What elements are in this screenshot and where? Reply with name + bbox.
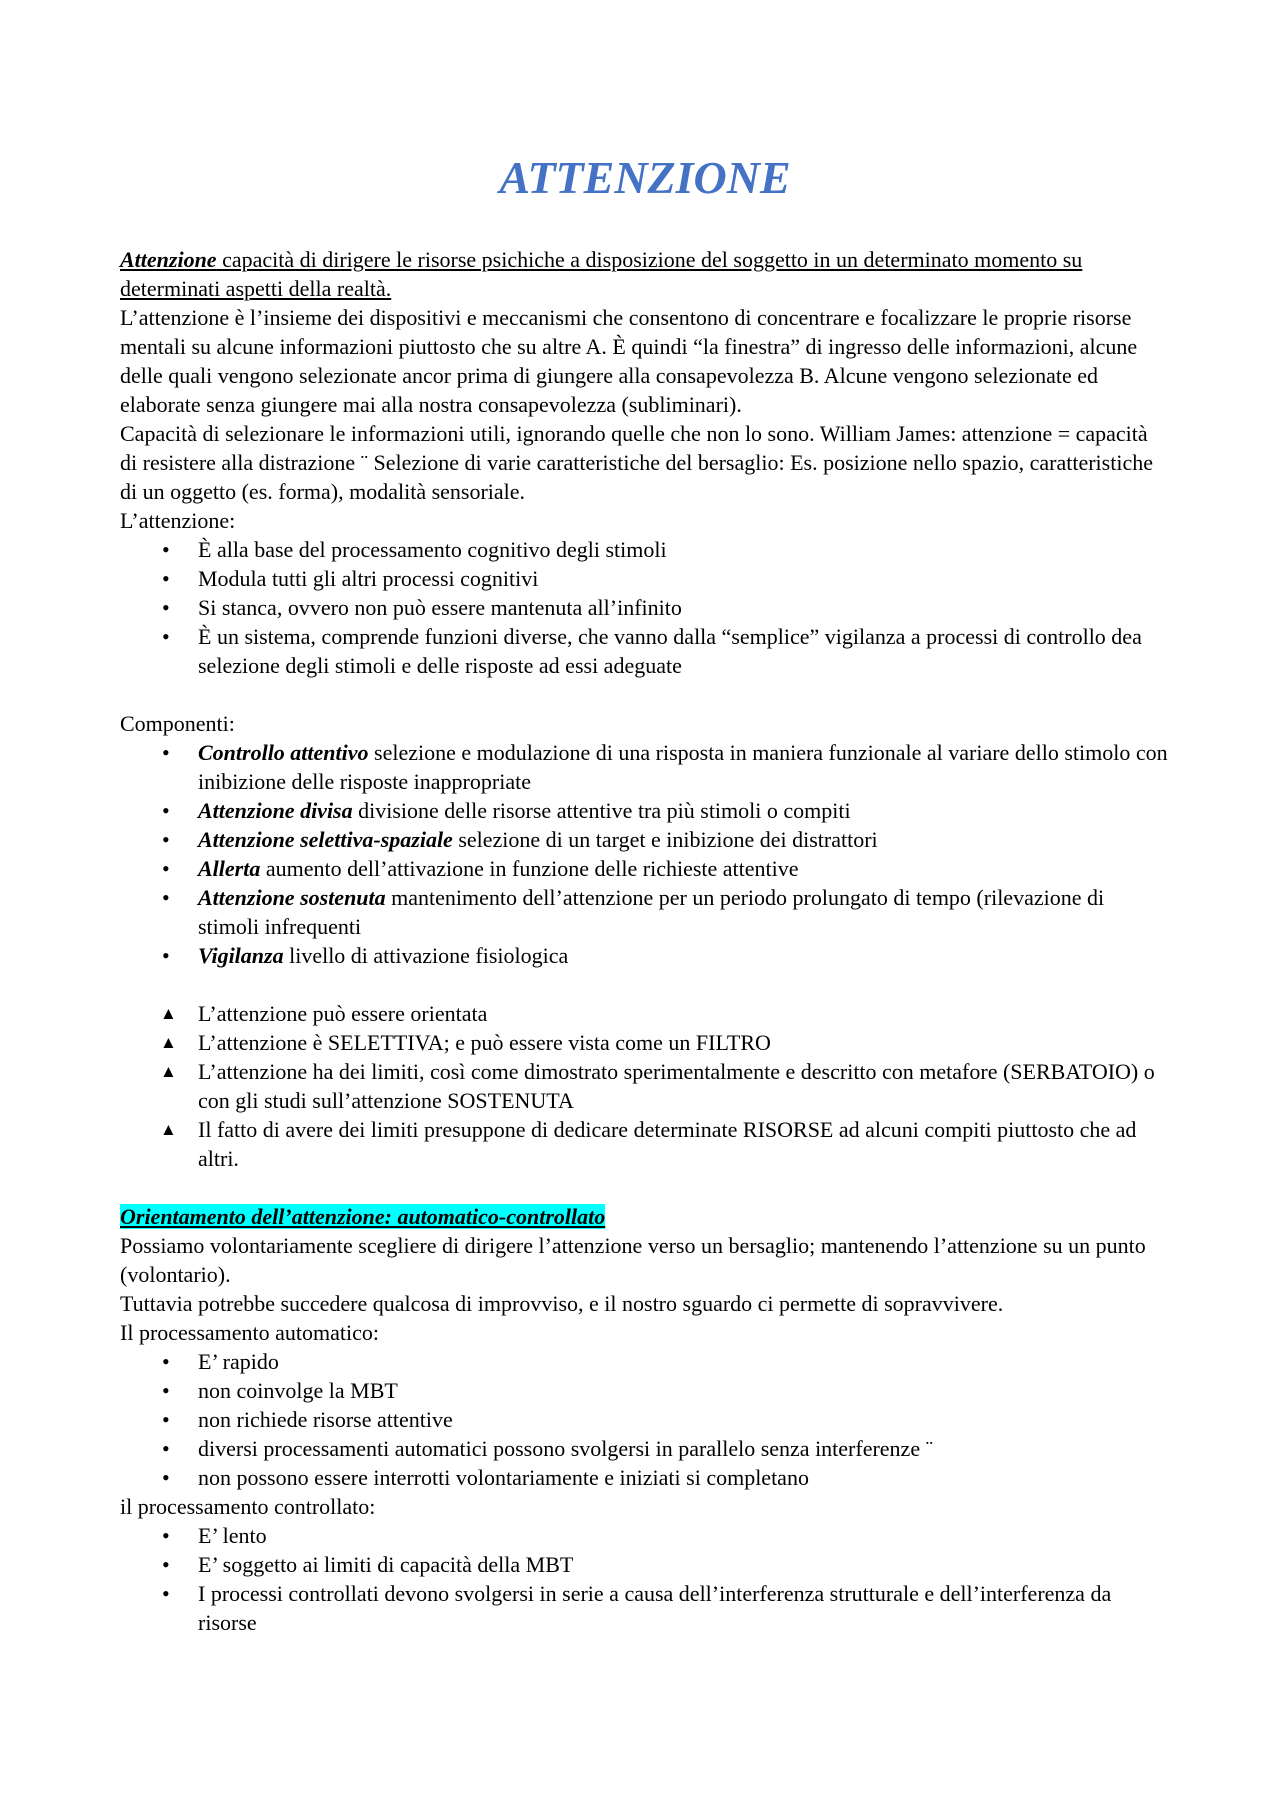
selection-paragraph: Capacità di selezionare le informazioni utili, ignorando quelle che non lo sono. William James: attenzione = capacità di resistere alla distrazione ¨ Selezione di varie caratteristiche del bersaglio: Es. posizione nello spazio, caratteristiche di un oggetto (es. forma), modalità sensoriale. <box>120 421 1153 504</box>
orientation-heading-line <box>120 1202 1170 1231</box>
spacer <box>120 680 1170 709</box>
component-text: livello di attivazione fisiologica <box>283 943 569 968</box>
attention-list <box>120 535 1170 680</box>
component-text: divisione delle risorse attentive tra più stimoli o compiti <box>352 798 851 823</box>
component-item <box>120 854 1170 883</box>
component-term: Attenzione divisa <box>198 798 353 823</box>
list-item: • E’ soggetto ai limiti di capacità della MBT <box>120 1550 1170 1579</box>
definition-paragraph <box>120 245 1170 303</box>
list-item: • Si stanca, ovvero non può essere mantenuta all’infinito <box>120 593 1170 622</box>
intro-paragraph: L’attenzione è l’insieme dei dispositivi e meccanismi che consentono di concentrare e focalizzare le proprie risorse mentali su alcune informazioni piuttosto che su altre A. È quindi “la finestra” di ingresso delle informazioni, alcune delle quali vengono selezionate ancor prima di giungere alla consapevolezza B. Alcune vengono selezionate ed elaborate senza giungere mai alla nostra consapevolezza (subliminari). <box>120 305 1138 417</box>
attention-label: L’attenzione: <box>120 508 236 533</box>
component-term: Attenzione selettiva-spaziale <box>198 827 453 852</box>
list-item: • diversi processamenti automatici possono svolgersi in parallelo senza interferenze ¨ <box>120 1434 1170 1463</box>
spacer <box>120 970 1170 999</box>
list-item: • non coinvolge la MBT <box>120 1376 1170 1405</box>
automatic-list <box>120 1347 1170 1492</box>
definition-term: Attenzione <box>120 247 217 272</box>
list-item: • non possono essere interrotti volontariamente e iniziati si completano <box>120 1463 1170 1492</box>
component-text: selezione di un target e inibizione dei distrattori <box>452 827 878 852</box>
components-label: Componenti: <box>120 711 235 736</box>
controlled-list <box>120 1521 1170 1637</box>
list-item: • È un sistema, comprende funzioni diverse, che vanno dalla “semplice” vigilanza a processi di controllo dea selezione degli stimoli e delle risposte ad essi adeguate <box>120 622 1170 680</box>
component-item <box>120 738 1170 796</box>
property-item: ▲ L’attenzione è SELETTIVA; e può essere vista come un FILTRO <box>120 1028 1170 1057</box>
component-term: Controllo attentivo <box>198 740 369 765</box>
property-item: ▲ L’attenzione ha dei limiti, così come dimostrato sperimentalmente e descritto con metafore (SERBATOIO) o con gli studi sull’attenzione SOSTENUTA <box>120 1057 1170 1115</box>
list-item: • Modula tutti gli altri processi cognitivi <box>120 564 1170 593</box>
component-term: Attenzione sostenuta <box>198 885 386 910</box>
component-text: mantenimento dell’attenzione per un periodo prolungato di tempo (rilevazione di stimoli infrequenti <box>198 885 1105 939</box>
orientation-heading: Orientamento dell’attenzione: automatico-controllato <box>120 1204 606 1229</box>
properties-list <box>120 999 1170 1173</box>
list-item: • È alla base del processamento cognitivo degli stimoli <box>120 535 1170 564</box>
document-body <box>120 245 1170 1637</box>
component-term: Vigilanza <box>198 943 284 968</box>
property-item: ▲ Il fatto di avere dei limiti presuppone di dedicare determinate RISORSE ad alcuni compiti piuttosto che ad altri. <box>120 1115 1170 1173</box>
orientation-paragraph-1: Possiamo volontariamente scegliere di dirigere l’attenzione verso un bersaglio; mantenendo l’attenzione su un punto (volontario). <box>120 1233 1146 1287</box>
component-text: aumento dell’attivazione in funzione delle richieste attentive <box>260 856 799 881</box>
property-item: ▲ L’attenzione può essere orientata <box>120 999 1170 1028</box>
controlled-label: il processamento controllato: <box>120 1494 376 1519</box>
components-list <box>120 738 1170 970</box>
component-term: Allerta <box>198 856 261 881</box>
list-item: • E’ lento <box>120 1521 1170 1550</box>
component-item <box>120 883 1170 941</box>
list-item: • E’ rapido <box>120 1347 1170 1376</box>
list-item: • I processi controllati devono svolgersi in serie a causa dell’interferenza strutturale e dell’interferenza da risorse <box>120 1579 1170 1637</box>
list-item: • non richiede risorse attentive <box>120 1405 1170 1434</box>
component-text: selezione e modulazione di una risposta in maniera funzionale al variare dello stimolo con inibizione delle risposte inappropriate <box>198 740 1168 794</box>
component-item <box>120 796 1170 825</box>
component-item <box>120 825 1170 854</box>
automatic-label: Il processamento automatico: <box>120 1320 380 1345</box>
page-title: ATTENZIONE <box>499 152 791 203</box>
component-item <box>120 941 1170 970</box>
orientation-paragraph-2: Tuttavia potrebbe succedere qualcosa di improvviso, e il nostro sguardo ci permette di sopravvivere. <box>120 1291 1004 1316</box>
spacer <box>120 1173 1170 1202</box>
definition-text: capacità di dirigere le risorse psichiche a disposizione del soggetto in un determinato momento su determinati aspetti della realtà. <box>120 247 1083 301</box>
